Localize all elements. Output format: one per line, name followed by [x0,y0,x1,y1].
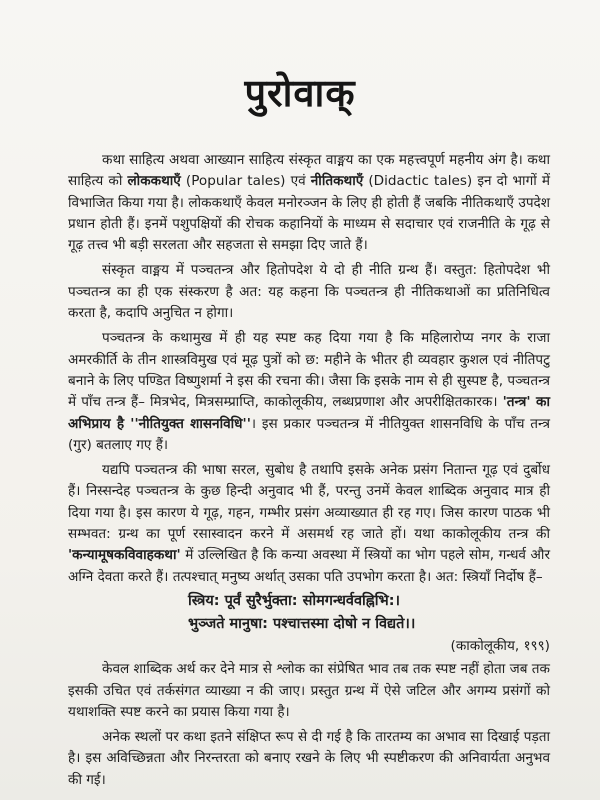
p1-text-c: (Popular tales) एवं [180,173,311,190]
verse-citation: (काकोलूकीय, १९९) [450,637,550,654]
paragraph-2: संस्कृत वाङ्मय में पञ्चतन्त्र और हितोपदेश ये दो ही नीति ग्रन्थ हैं। वस्तुत: हितोपदेश भी पञ्चतन्त्र का ही एक संस्करण है अत: यह कहना कि पञ्चतन्त्र ही नीतिकथाओं का प्रतिनिधित्व करता है, कदापि अनुचित न होगा। [68,262,550,322]
page-title: पुरोवाक् [244,71,356,115]
p4-text-a: यद्यपि पञ्चतन्त्र की भाषा सरल, सुबोध है तथापि इसके अनेक प्रसंग नितान्त गूढ़ एवं दुर्बोध हैं। निस्सन्देह पञ्चतन्त्र के कुछ हिन्दी अनुवाद भी हैं, परन्तु उनमें केवल शाब्दिक अनुवाद मात्र ही दिया गया है। इस कारण ये गूढ़, गहन, गम्भीर प्रसंग अव्याख्यात ही रह गए। जिस कारण पाठक भी सम्भवत: ग्रन्थ का पूर्ण रसास्वादन करने में असमर्थ रह जाते हों। यथा काकोलूकीय तन्त्र की [68,462,550,543]
verse-line-2: भुञ्जते मानुषा: पश्चात्तस्मा दोषो न विद्यते।। [188,615,416,632]
p1-bold-lokkathayen: लोककथाएँ [127,173,181,190]
paragraph-4 [68,460,550,588]
p1-text-a: कथा साहित्य अथवा आख्यान साहित्य संस्कृत वाङ्मय का एक महत्त्वपूर्ण महनीय अंग है। कथा साहित्य को [68,152,550,190]
paragraph-1 [68,150,550,256]
paragraph-3 [68,328,550,456]
p1-text-d: (Didactic tales) इन दो भागों में विभाजित किया गया है। लोककथाएँ केवल मनोरञ्जन के लिए ही होती हैं जबकि नीतिकथाएँ उपदेश प्रधान होती हैं। इनमें पशुपक्षियों की रोचक कहानियों के माध्यम से सदाचार एवं राजनीति के गूढ़ से गूढ़ तत्त्व भी बड़ी सरलता और सहजता से समझा दिए जाते हैं। [68,173,550,254]
p3-bold-tantra: 'तन्त्र' का अभिप्राय है ''नीतियुक्त शासनविधि'' [68,394,550,432]
p4-bold-katha: 'कन्यामूषकविवाहकथा' [68,547,181,564]
p3-text-c: । इस प्रकार पञ्चतन्त्र में नीतियुक्त शासनविधि के पाँच तन्त्र (गुर) बतलाए गए हैं। [68,415,550,453]
p1-bold-nitikathayen: नीतिकथाएँ [310,173,364,190]
paragraph-5: केवल शाब्दिक अर्थ कर देने मात्र से श्लोक का संप्रेषित भाव तब तक स्पष्ट नहीं होता जब तक इसकी उचित एवं तर्कसंगत व्याख्या न की जाए। प्रस्तुत ग्रन्थ में ऐसे जटिल और अगम्य प्रसंगों को यथाशक्ति स्पष्ट करने का प्रयास किया गया है। [68,661,550,720]
verse-line-1: स्त्रिय: पूर्वं सुरैर्भुक्ता: सोमगन्धर्ववह्निभि:। [188,592,401,609]
p4-text-c: में उल्लिखित है कि कन्या अवस्था में स्त्रियों का भोग पहले सोम, गन्धर्व और अग्नि देवता करते हैं। तत्पश्चात् मनुष्य अर्थात् उसका पति उपभोग करता है। अत: स्त्रियाँ निर्दोष हैं– [68,547,550,585]
page-body [68,150,550,795]
paragraph-6: अनेक स्थलों पर कथा इतने संक्षिप्त रूप से दी गई है कि तारतम्य का अभाव सा दिखाई पड़ता है। इस अविच्छिन्नता और निरन्तरता को बनाए रखने के लिए भी स्पष्टीकरण की अनिवार्यता अनुभव की गई। [68,729,550,788]
p3-text-a: पञ्चतन्त्र के कथामुख में ही यह स्पष्ट कह दिया गया है कि महिलारोप्य नगर के राजा अमरकीर्ति के तीन शास्त्रविमुख एवं मूढ़ पुत्रों को छ: महीने के भीतर ही व्यवहार कुशल एवं नीतिपटु बनाने के लिए पण्डित विष्णुशर्मा ने इस की रचना की। जैसा कि इसके नाम से ही सुस्पष्ट है, पञ्चतन्त्र में पाँच तन्त्र हैं– मित्रभेद, मित्रसम्प्राप्ति, काकोलूकीय, लब्धप्रणाश और अपरीक्षितकारक। [68,330,550,411]
